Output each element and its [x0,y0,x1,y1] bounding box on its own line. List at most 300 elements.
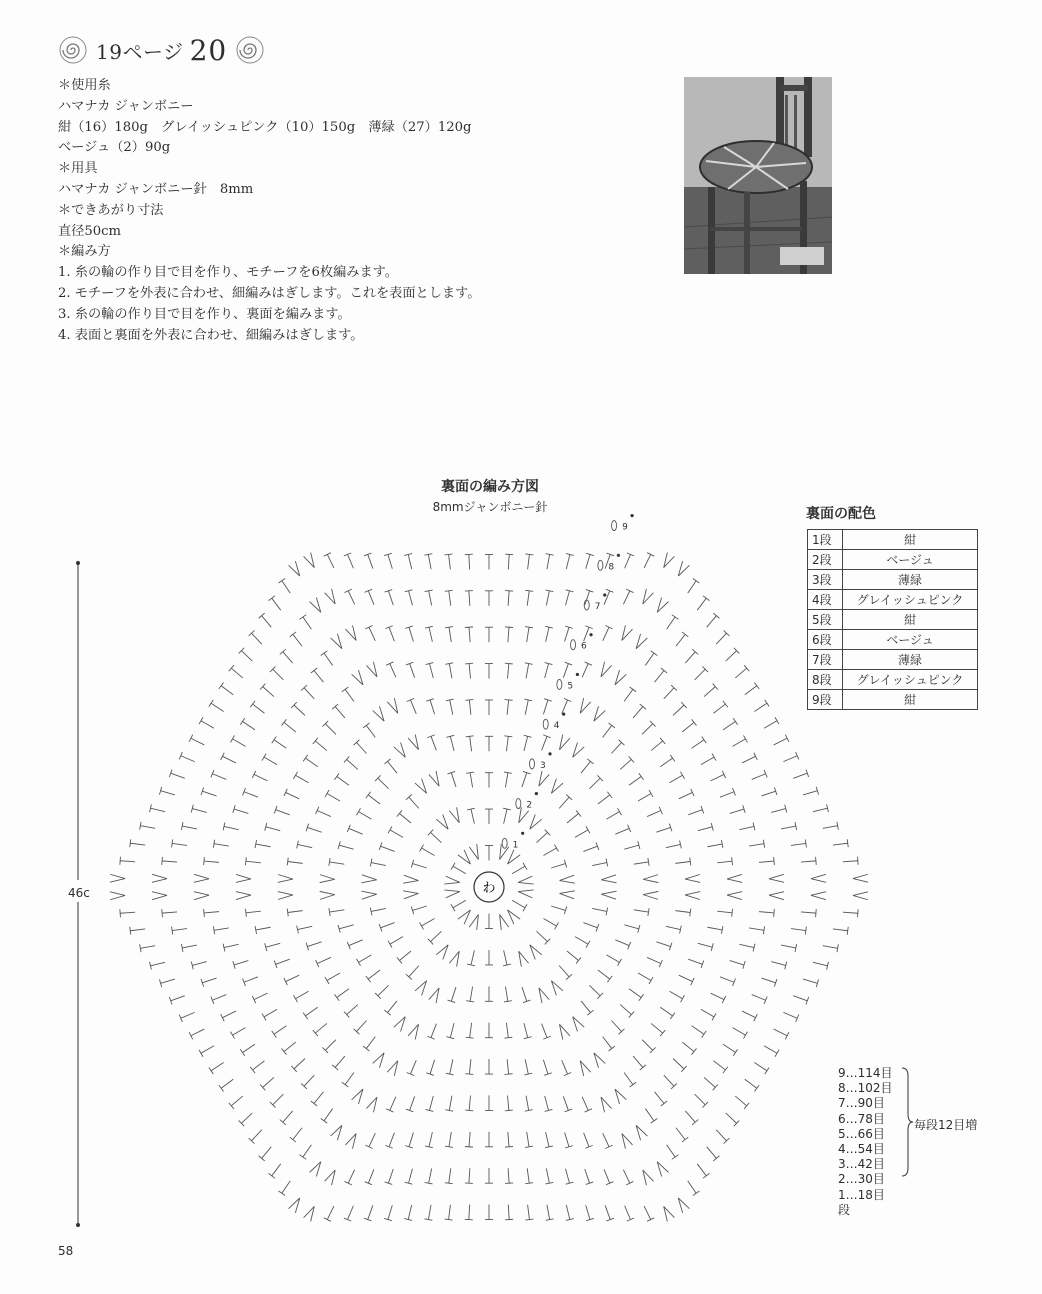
stitch-mark [781,826,796,829]
stitch-mark [214,844,229,846]
increase-stitch-mark [152,879,167,883]
stitch-mark [469,664,470,679]
stitch-top-mark [587,759,593,764]
stitch-mark [710,993,724,999]
stitch-mark [544,848,557,856]
stitch-top-mark [555,845,559,852]
stitch-mark [603,1037,612,1049]
stitch-mark [592,908,607,911]
stitch-top-mark [281,1048,286,1054]
stitch-top-mark [324,553,331,556]
color-cell: ベージュ [843,630,978,650]
increase-stitch-mark [560,891,575,894]
stitch-mark [470,987,472,1002]
stitch-mark [162,912,177,913]
stitch-top-mark [639,773,644,779]
stitch-mark [752,774,766,780]
increase-stitch-mark [601,875,616,880]
stitch-mark [716,1130,726,1141]
stitch-mark [647,957,661,963]
stitch-mark [589,778,600,788]
stitch-mark [651,741,662,751]
stitch-mark [449,1096,452,1111]
stitch-mark [666,926,681,929]
slip-stitch-mark [630,514,633,517]
stitch-mark [695,669,706,680]
stitch-mark [527,1132,529,1147]
stitch-top-mark [329,858,330,866]
stitch-mark [603,1133,609,1147]
stitch-top-mark [466,1001,474,1002]
stitch-mark [685,652,695,663]
stitch-top-mark [229,665,234,671]
stitch-mark [634,910,649,912]
stitch-top-mark [365,626,372,629]
stitch-mark [272,598,281,610]
stitch-top-mark [723,701,728,707]
stitch-mark [307,827,321,832]
stitch-top-mark [723,1067,728,1073]
increase-stitch-mark [444,890,459,892]
stitch-mark [224,826,239,829]
stitch-mark [512,866,525,874]
stitch-top-mark [465,1147,473,1148]
stitch-top-mark [284,978,287,985]
stitch-mark [264,757,277,765]
stitch-mark [801,912,816,913]
stitch-mark [368,795,380,804]
stitch-mark [191,1029,204,1036]
stitch-mark [390,937,403,945]
stitch-mark [449,591,451,606]
stitch-mark [793,773,807,778]
increase-stitch-mark [404,893,419,898]
stitch-top-mark [204,857,205,865]
stitch-mark [409,797,419,808]
stitch-top-mark [630,1082,636,1087]
stitch-mark [314,670,323,682]
stitch-mark [629,989,641,998]
stitch-mark [182,945,197,948]
increase-stitch-mark [727,874,742,879]
stitch-top-mark [420,845,424,852]
stitch-top-mark [262,1013,266,1020]
stitch-top-mark [300,615,307,620]
stitch-mark [701,757,714,765]
increase-stitch-mark [560,875,575,880]
round-number-label: 6 [581,641,587,652]
stitch-mark [317,810,331,816]
stitch-mark [823,946,838,949]
stitch-top-mark [607,976,612,982]
round-cell: 4段 [808,590,843,610]
stitch-mark [545,664,549,678]
stitch-mark [673,1059,684,1069]
stitch-top-mark [345,589,352,592]
stitch-mark [449,1205,451,1220]
chain-stitch-mark [557,679,562,689]
stitch-top-mark [672,615,679,620]
stitch-mark [171,996,185,1001]
stitch-mark [337,989,349,998]
stitch-top-mark [691,978,694,985]
stitch-mark [368,554,373,568]
chain-stitch-mark [571,640,576,650]
stitch-mark [707,1147,717,1158]
stitch-mark [771,809,786,813]
increase-stitch-mark [194,892,209,896]
stitch-top-mark [445,590,453,591]
stitch-mark [543,1060,548,1074]
stitch-top-mark [732,909,733,917]
stitch-mark [545,1096,549,1110]
dimension-end-dot [76,1223,80,1227]
stitch-top-mark [681,995,685,1002]
stitch-mark [192,962,207,966]
stitch-mark [645,1109,654,1121]
stitch-mark [801,861,816,862]
stitch-top-mark [231,735,235,742]
stitch-mark [739,826,754,829]
stitch-mark [512,900,525,908]
stitch-top-mark [269,1173,275,1178]
stitch-mark [325,724,336,735]
stitch-mark [584,1133,589,1147]
stitch-top-mark [754,753,758,760]
stitch-top-mark [525,554,533,555]
stitch-top-mark [754,683,759,689]
stitch-top-mark [231,1032,235,1039]
stitch-mark [409,966,419,977]
stitch-top-mark [525,1146,533,1147]
stitch-top-mark [690,909,691,917]
color-cell: グレイッシュピンク [843,670,978,690]
stitch-top-mark [287,909,288,917]
stitch-top-mark [311,1101,317,1106]
stitch-mark [422,848,435,856]
stitch-mark [761,791,775,796]
count-line: 3…42目 [838,1157,885,1172]
increase-stitch-mark [404,875,419,880]
stitch-mark [607,812,620,820]
stitch-mark [304,688,314,699]
stitch-top-mark [357,808,361,815]
stitch-top-mark [754,1085,759,1091]
stitch-mark [726,1113,737,1123]
stitch-top-mark [363,1046,369,1051]
stitch-top-mark [609,1046,615,1051]
stitch-mark [130,929,145,931]
stitch-mark [629,776,641,785]
page-reference: 19ページ [96,39,184,64]
stitch-mark [583,923,597,928]
stitch-mark [381,846,395,851]
stitch-mark [655,1092,664,1104]
stitch-mark [450,700,453,715]
stitch-mark [469,700,471,715]
stitch-top-mark [525,1219,533,1220]
slip-stitch-mark [535,792,538,795]
stitch-top-mark [172,927,173,935]
stitch-top-mark [465,591,473,592]
stitch-mark [191,738,204,745]
stitch-top-mark [397,810,402,816]
stitch-mark [449,664,452,679]
stitch-mark [274,1026,286,1034]
stitch-mark [522,773,527,787]
stitch-top-mark [294,995,298,1002]
stitch-mark [634,862,649,864]
stitch-mark [430,700,435,714]
stitch-top-mark [712,754,716,761]
stitch-top-mark [204,909,205,917]
count-line: 9…114目 [838,1066,893,1080]
color-cell: 紺 [843,610,978,630]
stitch-top-mark [630,687,636,692]
stitch-top-mark [300,1155,307,1160]
stitch-mark [742,1011,755,1018]
stitch-mark [304,1075,314,1086]
stitch-mark [542,1024,547,1038]
stitch-mark [450,736,454,751]
dimension-label: 46c [68,886,90,900]
stitch-top-mark [245,857,246,865]
stitch-mark [692,1026,704,1034]
stitch-mark [692,740,704,748]
stitch-top-mark [691,719,696,725]
stitch-top-mark [576,957,581,963]
stitch-mark [431,736,436,750]
increase-stitch-mark [518,890,533,892]
stitch-mark [603,627,609,641]
stitch-mark [450,1059,453,1074]
stitch-mark [682,1042,694,1051]
stitch-mark [730,961,744,965]
increase-stitch-mark [236,895,251,900]
stitch-top-mark [272,736,277,743]
stitch-mark [327,793,340,801]
stitch-mark [759,861,774,862]
stitch-mark [688,810,702,815]
round-number-label: 2 [526,800,533,811]
stitch-mark [371,863,386,866]
stitch-mark [349,828,363,834]
materials-line: ＊編み方 [58,244,111,260]
stitch-mark [563,1096,568,1110]
stitch-mark [130,843,145,845]
stitch-mark [506,736,508,751]
color-cell: 紺 [843,530,978,550]
stitch-mark [508,1168,509,1183]
stitch-mark [296,991,309,999]
stitch-mark [181,756,195,762]
stitch-top-mark [259,613,265,618]
stitch-mark [598,970,610,979]
stitch-mark [586,554,590,568]
increase-stitch-mark [446,892,460,898]
stitch-mark [470,1023,472,1038]
stitch-mark [449,627,451,642]
stitch-mark [246,911,261,913]
stitch-mark [150,808,165,811]
stitch-top-mark [504,1037,512,1038]
stitch-mark [582,664,588,678]
stitch-mark [389,1133,394,1147]
stitch-mark [429,1132,432,1147]
stitch-mark [266,943,280,947]
stitch-mark [273,669,284,680]
slip-stitch-mark [603,593,606,596]
stitch-mark [450,1023,454,1038]
increase-stitch-mark [560,881,575,884]
stitch-top-mark [775,1050,779,1057]
round-number-label: 3 [540,760,546,771]
color-cell: 薄緑 [843,570,978,590]
stitch-top-mark [313,1030,318,1036]
stitch-mark [581,761,590,773]
stitch-top-mark [465,1183,473,1184]
increase-stitch-mark [278,879,293,882]
color-cell: 薄緑 [843,650,978,670]
increase-stitch-mark [320,891,335,894]
stitch-mark [294,705,305,715]
stitch-mark [449,1132,451,1147]
slip-stitch-mark [589,633,592,636]
stitch-mark [241,1113,252,1123]
stitch-mark [366,725,375,737]
stitch-mark [546,591,549,606]
materials-line: 紺（16）180g グレイッシュピンク（10）150g 薄緑（27）120g [58,119,472,135]
stitch-mark [211,703,224,711]
stitch-mark [565,1132,569,1146]
stitch-top-mark [763,926,764,934]
stitch-mark [697,1164,706,1176]
stitch-top-mark [284,789,287,796]
stitch-top-mark [445,1146,453,1147]
stitch-mark [356,742,366,753]
stitch-mark [348,1206,354,1220]
stitch-mark [647,810,661,816]
stitch-mark [833,843,848,845]
stitch-mark [298,926,313,929]
stitch-top-mark [775,717,779,724]
increase-stitch-mark [518,876,532,882]
stitch-mark [283,1111,293,1122]
stitch-mark [673,705,684,715]
stitch-mark [410,1096,415,1110]
stitch-top-mark [466,772,474,773]
stitch-mark [633,1056,643,1067]
stitch-mark [252,633,262,644]
materials-line: ＊用具 [58,161,98,177]
stitch-mark [783,1012,797,1018]
stitch-mark [388,761,397,773]
stitch-top-mark [505,1110,513,1111]
increase-stitch-mark [601,880,616,883]
stitch-mark [749,844,764,846]
stitch-top-mark [765,1067,769,1074]
stitch-top-mark [785,735,789,742]
stitch-mark [390,830,403,838]
stitch-mark [469,1059,471,1074]
stitch-mark [645,653,654,665]
stitch-mark [506,1023,508,1038]
stitch-mark [582,1097,588,1111]
stitch-mark [733,1028,746,1036]
stitch-mark [739,944,754,947]
stitch-mark [303,617,312,629]
stitch-mark [368,1205,373,1219]
increase-stitch-mark [278,895,293,900]
count-line: 2…30目 [838,1172,885,1187]
stitch-top-mark [294,772,298,779]
stitch-mark [803,791,817,795]
stitch-mark [337,776,349,785]
stitch-mark [723,1044,735,1052]
stitch-top-mark [240,718,244,725]
stitch-top-mark [465,663,473,664]
stitch-mark [633,707,643,718]
stitch-mark [675,861,690,863]
stitch-top-mark [586,826,590,833]
stitch-mark [330,862,345,864]
stitch-mark [282,581,290,593]
stitch-mark [527,627,529,642]
stitch-mark [720,792,734,797]
stitch-mark [679,975,693,981]
increase-stitch-mark [685,895,700,900]
stitch-mark [833,929,848,931]
stitch-mark [624,1073,633,1085]
stitch-mark [508,591,509,606]
stitch-top-mark [649,977,653,984]
stitch-top-mark [290,632,296,637]
increase-stitch-mark [446,876,460,882]
stitch-top-mark [303,755,308,762]
stitch-top-mark [465,1110,473,1111]
stitch-mark [409,627,413,641]
stitch-top-mark [618,959,622,966]
stitch-mark [670,775,683,783]
stitch-mark [771,962,786,966]
stitch-top-mark [722,996,725,1003]
stitch-mark [793,996,807,1001]
stitch-mark [429,1168,432,1183]
stitch-mark [704,687,715,697]
stitch-mark [284,1042,296,1051]
stitch-top-mark [504,736,512,737]
stitch-mark [745,686,757,695]
stitch-mark [369,627,375,641]
stitch-top-mark [466,1037,474,1038]
stitch-top-mark [651,1119,658,1124]
stitch-top-mark [670,755,675,762]
stitch-mark [566,1205,570,1220]
stitch-mark [451,987,456,1001]
stitch-top-mark [252,996,255,1003]
stitch-mark [774,738,787,745]
count-line: 4…54目 [838,1142,885,1157]
stitch-top-mark [744,665,749,671]
stitch-top-mark [682,632,688,637]
stitch-mark [368,591,374,605]
stitch-top-mark [451,863,455,870]
stitch-top-mark [209,1067,213,1074]
stitch-mark [565,627,569,641]
stitch-mark [586,1205,590,1219]
stitch-mark [325,1040,336,1051]
stitch-top-mark [712,1013,716,1020]
